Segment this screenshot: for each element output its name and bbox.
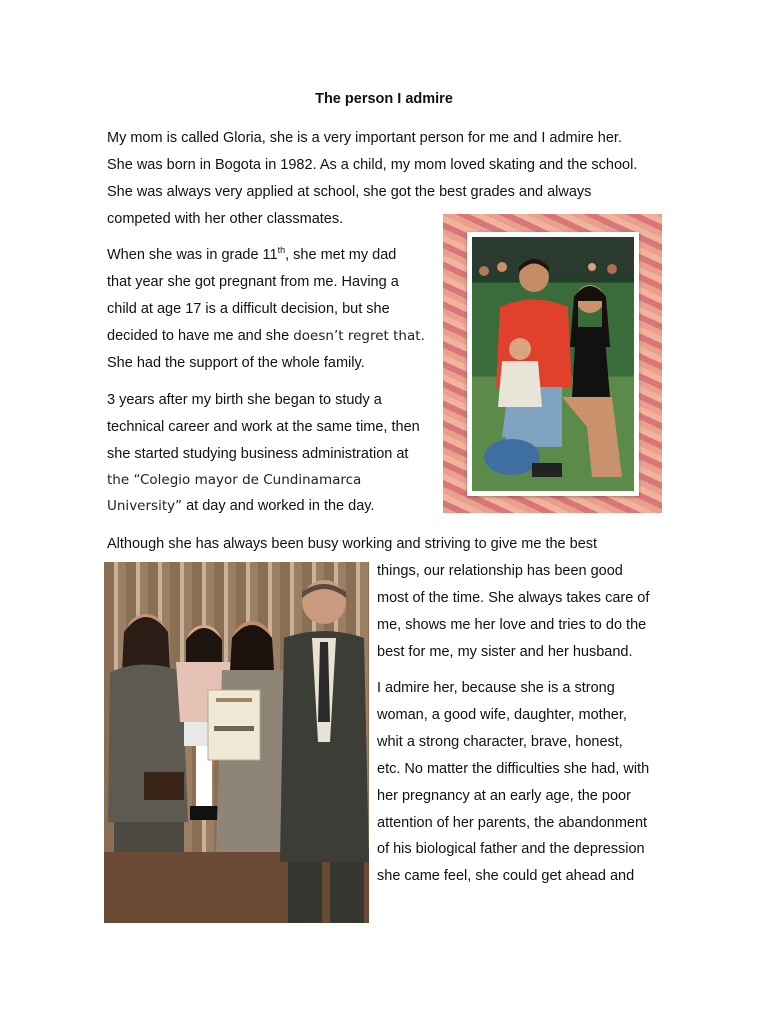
paragraph-1-line-2: She was born in Bogota in 1982. As a child, my mom loved skating and the school.	[107, 157, 638, 173]
paragraph-2-line-4-mixed: doesn’t regret that.	[293, 328, 425, 344]
paragraph-5-line-2: woman, a good wife, daughter, mother,	[377, 707, 627, 723]
ordinal-suffix: th	[277, 245, 286, 256]
paragraph-4-line-2: things, our relationship has been good	[377, 563, 623, 579]
photo-print	[467, 232, 639, 496]
paragraph-3-line-3: she started studying business administration at	[107, 446, 409, 462]
paragraph-2-line-1-post: , she met my dad	[285, 247, 397, 263]
paragraph-4-line-1: Although she has always been busy working and striving to give me the best	[107, 536, 598, 552]
paragraph-4-line-3: most of the time. She always takes care of	[377, 590, 650, 606]
photo-scene	[472, 237, 634, 491]
paragraph-1-line-3: She was always very applied at school, she got the best grades and always	[107, 184, 592, 200]
couple-illustration	[472, 237, 634, 491]
paragraph-1-line-1: My mom is called Gloria, she is a very important person for me and I admire her.	[107, 130, 622, 146]
paragraph-2-line-4	[107, 327, 425, 345]
paragraph-3-line-1: 3 years after my birth she began to study a	[107, 392, 382, 408]
paragraph-4-line-5: best for me, my sister and her husband.	[377, 644, 633, 660]
paragraph-2-line-2: that year she got pregnant from me. Having a	[107, 274, 399, 290]
paragraph-3-line-2: technical career and work at the same time, then	[107, 419, 420, 435]
paragraph-3-line-5-mixed: University”	[107, 498, 183, 514]
paragraph-5-line-4: etc. No matter the difficulties she had, with	[377, 761, 650, 777]
paragraph-5-line-5: her pregnancy at an early age, the poor	[377, 788, 631, 804]
couple-with-baby-photo	[443, 214, 662, 513]
paragraph-2-line-4-pre: decided to have me and she	[107, 328, 294, 344]
paragraph-2-line-1-pre: When she was in grade 11	[107, 247, 278, 263]
paragraph-4-line-4: me, shows me her love and tries to do the	[377, 617, 647, 633]
paragraph-1-line-4: competed with her other classmates.	[107, 211, 344, 227]
family-photo	[104, 562, 369, 923]
paragraph-2-line-1	[107, 246, 396, 264]
paragraph-2-line-5: She had the support of the whole family.	[107, 355, 365, 371]
paragraph-5-line-3: whit a strong character, brave, honest,	[377, 734, 623, 750]
paragraph-3-line-5	[107, 497, 374, 515]
family-illustration	[104, 562, 369, 923]
paragraph-5-line-6: attention of her parents, the abandonment	[377, 815, 648, 831]
paragraph-5-line-1: I admire her, because she is a strong	[377, 680, 615, 696]
paragraph-3-line-4: the “Colegio mayor de Cundinamarca	[107, 472, 362, 488]
paragraph-2-line-3: child at age 17 is a difficult decision, but she	[107, 301, 390, 317]
paragraph-5-line-8: she came feel, she could get ahead and	[377, 868, 635, 884]
document-title: The person I admire	[315, 91, 453, 107]
paragraph-3-line-5-post: at day and worked in the day.	[182, 498, 375, 514]
paragraph-5-line-7: of his biological father and the depression	[377, 841, 645, 857]
